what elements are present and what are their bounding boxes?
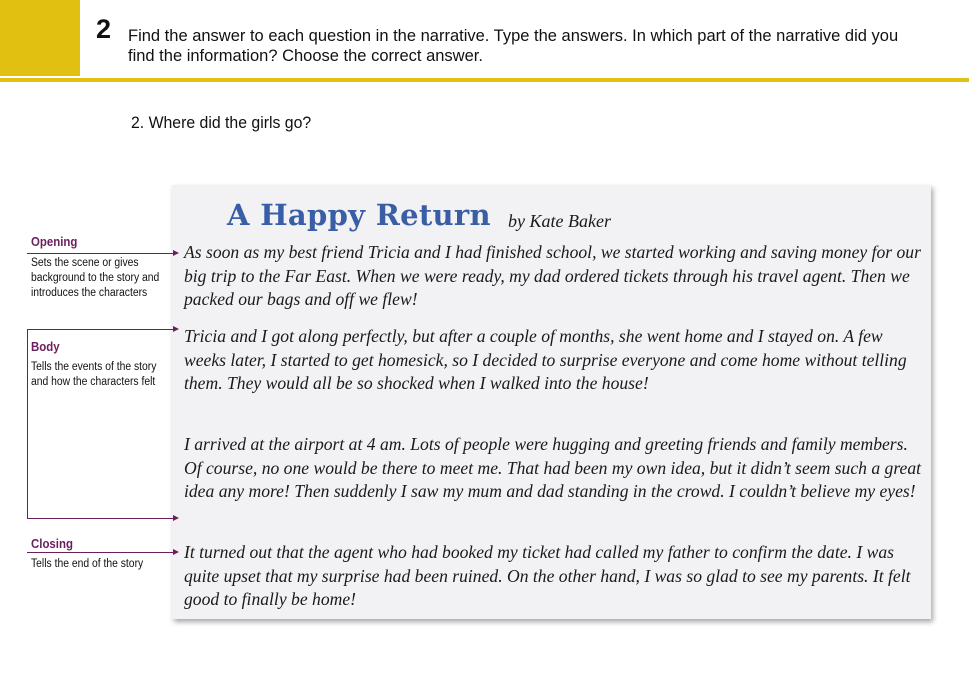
story-title: A Happy Return [227, 198, 491, 232]
label-body-description: Tells the events of the story and how the characters felt [31, 361, 157, 388]
story-author: by Kate Baker [508, 211, 611, 231]
question-text: 2. Where did the girls go? [131, 113, 312, 132]
paragraph-closing: It turned out that the agent who had booked my ticket had called my father to confirm the date. I was quite upset that my surprise had been ruined. On the other hand, I was so glad to see my parents. It felt good to finally be home! [184, 542, 911, 609]
body-top-connector-line [27, 329, 175, 330]
label-closing-description: Tells the end of the story [31, 558, 144, 570]
label-opening-description: Sets the scene or gives background to the story and introduces the characters [31, 257, 160, 299]
opening-connector-line [27, 253, 175, 254]
header-accent-bar [0, 0, 80, 76]
header-divider [0, 78, 969, 82]
body-top-arrow-icon [173, 326, 179, 332]
exercise-number: 2 [96, 14, 112, 44]
body-bottom-connector-line [27, 518, 175, 519]
paragraph-body-1: Tricia and I got along perfectly, but after a couple of months, she went home and I stayed on. A few weeks later, I started to get homesick, so I decided to surprise everyone and come home without telling them. They would all be so shocked when I walked into the house! [184, 326, 907, 393]
closing-arrow-icon [173, 549, 179, 555]
paragraph-opening: As soon as my best friend Tricia and I had finished school, we started working and saving money for our big trip to the Far East. When we were ready, my dad ordered tickets through his travel agent. Then we packed our bags and off we flew! [184, 242, 921, 309]
label-closing-title: Closing [31, 536, 73, 551]
body-bottom-arrow-icon [173, 515, 179, 521]
body-bracket-line [27, 329, 28, 519]
paragraph-body-2: I arrived at the airport at 4 am. Lots of people were hugging and greeting friends and family members. Of course, no one would be there to meet me. That had been my own idea, but it didn’t seem such a great idea any more! Then suddenly I saw my mum and dad standing in the crowd. I couldn’t believe my eyes! [184, 434, 922, 501]
label-opening-title: Opening [31, 234, 78, 249]
exercise-instruction: Find the answer to each question in the narrative. Type the answers. In which part of the narrative did you find the information? Choose the correct answer. [128, 27, 899, 65]
opening-arrow-icon [173, 250, 179, 256]
label-body-title: Body [31, 339, 60, 354]
closing-connector-line [27, 552, 175, 553]
